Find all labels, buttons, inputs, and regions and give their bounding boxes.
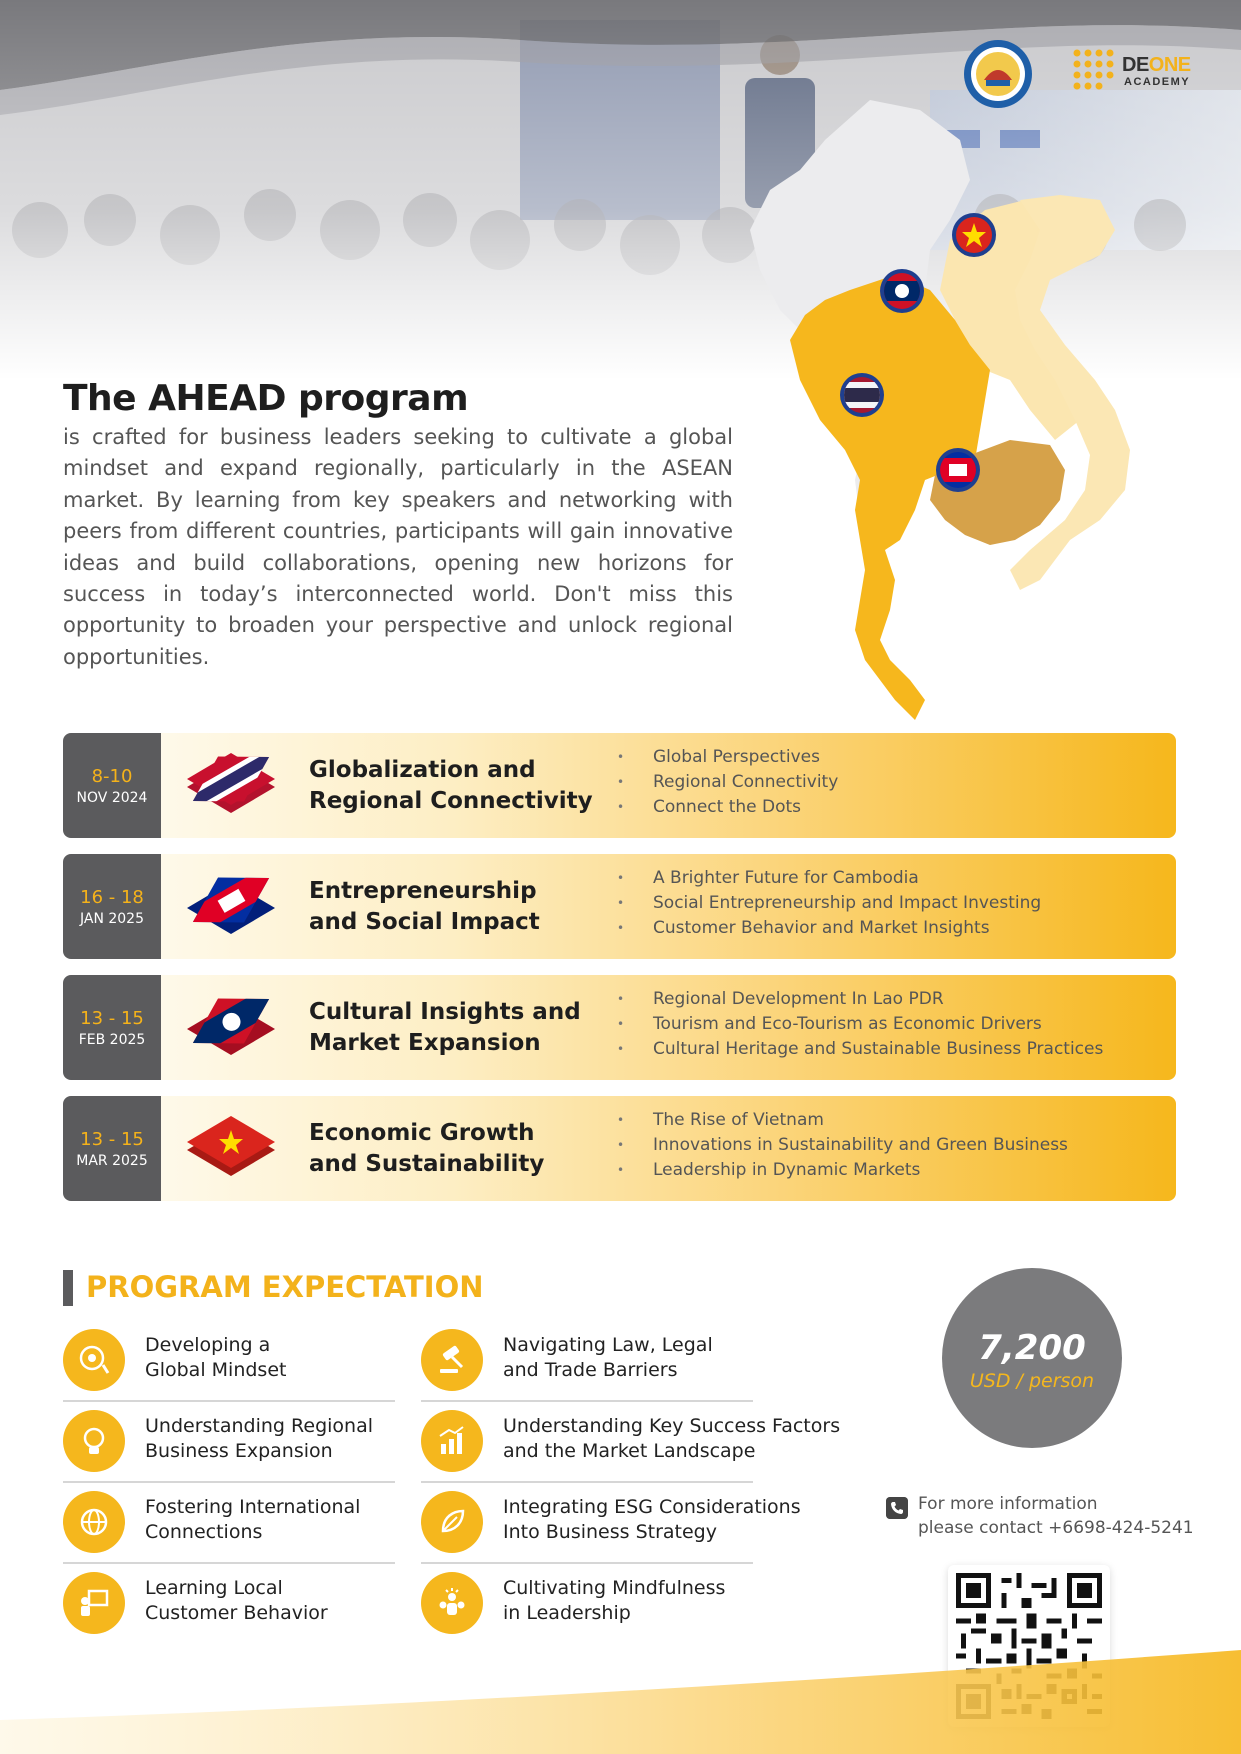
topic-item: • Regional Development In Lao PDR — [617, 987, 1103, 1012]
schedule-month: JAN 2025 — [79, 910, 144, 927]
esg-leaf-icon — [421, 1491, 483, 1553]
cambodia-flag-icon — [179, 866, 283, 946]
phone-icon — [886, 1497, 908, 1519]
topic-item: • Customer Behavior and Market Insights — [617, 916, 1041, 941]
section-marker — [63, 1270, 73, 1306]
mekong-region-map — [720, 80, 1241, 740]
contact-line1: For more information — [918, 1494, 1098, 1514]
schedule-month: MAR 2025 — [76, 1152, 148, 1169]
expectation-text: Understanding Key Success Factors and the Market Landscape — [503, 1415, 841, 1462]
expectation-item — [421, 1401, 841, 1483]
expectation-text: Integrating ESG Considerations Into Business Strategy — [503, 1496, 801, 1543]
price-value: 7,200 — [978, 1328, 1086, 1368]
thailand-flag-icon — [179, 745, 283, 825]
schedule-day: 13 - 15 — [80, 1128, 144, 1150]
schedule-title — [309, 1096, 609, 1201]
contact-phone[interactable]: please contact +6698-424-5241 — [918, 1518, 1194, 1538]
laos-flag-icon — [179, 987, 283, 1067]
topic-item: • Tourism and Eco-Tourism as Economic Drivers — [617, 1012, 1103, 1037]
price-unit: USD / person — [969, 1370, 1095, 1392]
presentation-icon — [63, 1572, 125, 1634]
section-title: PROGRAM EXPECTATION — [86, 1270, 484, 1304]
schedule-title-line1: Globalization and — [309, 756, 536, 783]
topic-item: • Regional Connectivity — [617, 770, 838, 795]
schedule-title — [309, 733, 609, 838]
expectation-item — [421, 1482, 801, 1564]
schedule-row — [63, 975, 1176, 1080]
topic-item: • Innovations in Sustainability and Green Business — [617, 1133, 1068, 1158]
thailand-map-marker — [840, 373, 884, 417]
schedule-title-line2: and Sustainability — [309, 1150, 545, 1177]
network-globe-icon — [63, 1491, 125, 1553]
expectation-text: Developing a Global Mindset — [145, 1334, 287, 1381]
deone-subtitle: ACADEMY — [1124, 76, 1191, 88]
schedule-date — [63, 975, 161, 1080]
schedule-title-line1: Cultural Insights and — [309, 998, 581, 1025]
schedule-day: 8-10 — [91, 765, 133, 787]
deone-wordmark — [1122, 54, 1191, 77]
expectation-item — [63, 1320, 395, 1402]
schedule-title-line1: Economic Growth — [309, 1119, 535, 1146]
leadership-team-icon — [421, 1572, 483, 1634]
topic-item: • Social Entrepreneurship and Impact Investing — [617, 891, 1041, 916]
schedule-title-line2: and Social Impact — [309, 908, 540, 935]
schedule-row — [63, 733, 1176, 838]
program-title: The AHEAD program — [63, 378, 469, 419]
schedule-title-line2: Regional Connectivity — [309, 787, 593, 814]
vietnam-flag-icon — [179, 1108, 283, 1188]
schedule-month: NOV 2024 — [76, 789, 148, 806]
vietnam-map-marker — [952, 213, 996, 257]
growth-chart-icon — [421, 1410, 483, 1472]
schedule-date — [63, 733, 161, 838]
schedule-topics — [617, 987, 1103, 1062]
schedule-row — [63, 1096, 1176, 1201]
program-description: is crafted for business leaders seeking to cultivate a global mindset and expand regionally, particularly in the ASEAN market. By learning from key speakers and networking with peers from different countries, participants will gain innovative ideas and build collaborations, opening new horizons for success in today’s interconnected world. Don't miss this opportunity to broaden your perspective and unlock regional opportunities. — [63, 425, 733, 669]
expectation-item — [63, 1482, 395, 1564]
schedule-row — [63, 854, 1176, 959]
gavel-icon — [421, 1329, 483, 1391]
schedule-topics — [617, 745, 838, 820]
schedule-date — [63, 854, 161, 959]
topic-item: • Leadership in Dynamic Markets — [617, 1158, 1068, 1183]
topic-item: • Cultural Heritage and Sustainable Business Practices — [617, 1037, 1103, 1062]
topic-item: • Connect the Dots — [617, 795, 838, 820]
expectation-item — [63, 1401, 395, 1483]
expectation-text: Navigating Law, Legal and Trade Barriers — [503, 1334, 713, 1381]
expectation-item — [63, 1563, 395, 1645]
topic-item: • Global Perspectives — [617, 745, 838, 770]
bottom-wave-decoration — [0, 1650, 1241, 1754]
deone-wordmark-b: ONE — [1148, 54, 1191, 76]
deone-wordmark-a: DE — [1122, 54, 1149, 76]
expectation-text: Learning Local Customer Behavior — [145, 1577, 328, 1624]
lightbulb-icon — [63, 1410, 125, 1472]
schedule-title — [309, 975, 609, 1080]
topic-item: • The Rise of Vietnam — [617, 1108, 1068, 1133]
expectation-text: Understanding Regional Business Expansion — [145, 1415, 373, 1462]
schedule-title — [309, 854, 609, 959]
schedule-topics — [617, 866, 1041, 941]
cambodia-map-marker — [936, 448, 980, 492]
schedule-day: 13 - 15 — [80, 1007, 144, 1029]
schedule-title-line1: Entrepreneurship — [309, 877, 537, 904]
schedule-title-line2: Market Expansion — [309, 1029, 541, 1056]
expectation-item — [421, 1320, 753, 1402]
schedule-month: FEB 2025 — [78, 1031, 146, 1048]
expectation-text: Fostering International Connections — [145, 1496, 361, 1543]
schedule-day: 16 - 18 — [80, 886, 144, 908]
schedule-date — [63, 1096, 161, 1201]
global-mindset-icon — [63, 1329, 125, 1391]
topic-item: • A Brighter Future for Cambodia — [617, 866, 1041, 891]
expectation-text: Cultivating Mindfulness in Leadership — [503, 1577, 726, 1624]
expectation-item — [421, 1563, 753, 1645]
price-badge — [942, 1268, 1122, 1448]
schedule-topics — [617, 1108, 1068, 1183]
